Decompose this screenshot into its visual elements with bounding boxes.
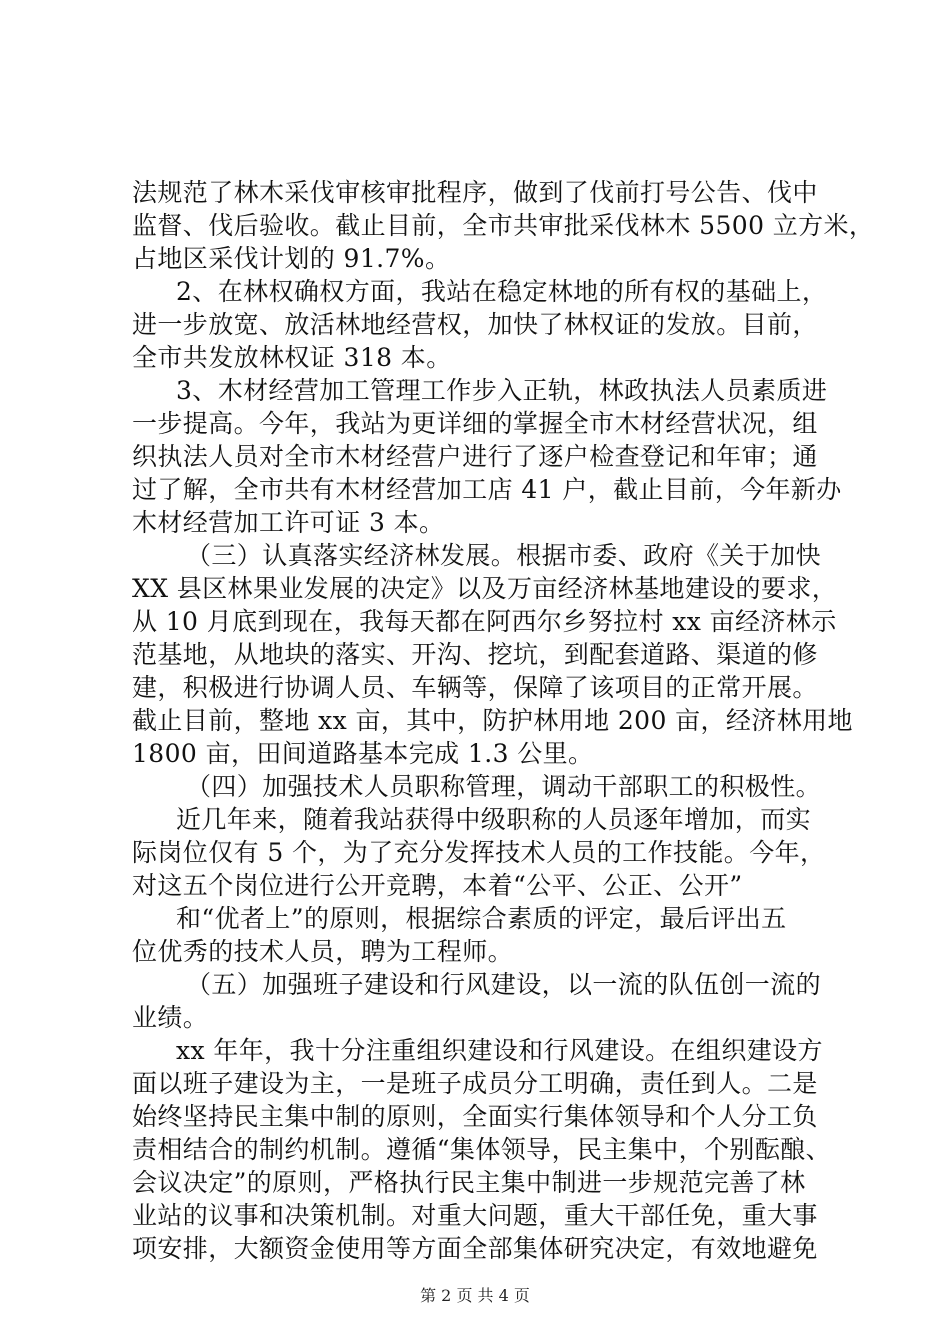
text-line: XX 县区林果业发展的决定》以及万亩经济林基地建设的要求， <box>132 574 838 603</box>
text-line: 全市共发放林权证 318 本。 <box>132 343 452 372</box>
text-line: 监督、伐后验收。截止目前，全市共审批采伐林木 5500 立方米， <box>132 211 875 240</box>
text-line: 从 10 月底到现在，我每天都在阿西尔乡努拉村 xx 亩经济林示 <box>132 607 837 636</box>
text-line: 占地区采伐计划的 91.7%。 <box>132 244 451 273</box>
text-line: （三）认真落实经济林发展。根据市委、政府《关于加快 <box>186 541 822 570</box>
text-line: 责相结合的制约机制。遵循“集体领导，民主集中，个别酝酿、 <box>132 1135 831 1164</box>
text-line: 木材经营加工许可证 3 本。 <box>132 508 445 537</box>
text-line: 1800 亩，田间道路基本完成 1.3 公里。 <box>132 739 594 768</box>
text-line: 法规范了林木采伐审核审批程序，做到了伐前打号公告、伐中 <box>132 178 818 207</box>
text-line: xx 年年，我十分注重组织建设和行风建设。在组织建设方 <box>176 1036 823 1065</box>
text-line: （四）加强技术人员职称管理，调动干部职工的积极性。 <box>186 772 822 801</box>
text-line: 始终坚持民主集中制的原则，全面实行集体领导和个人分工负 <box>132 1102 818 1131</box>
text-line: 建，积极进行协调人员、车辆等，保障了该项目的正常开展。 <box>132 673 818 702</box>
text-line: 截止目前，整地 xx 亩，其中，防护林用地 200 亩，经济林用地 <box>132 706 853 735</box>
text-line: 业站的议事和决策机制。对重大问题，重大干部任免，重大事 <box>132 1201 818 1230</box>
text-line: 进一步放宽、放活林地经营权，加快了林权证的发放。目前， <box>132 310 818 339</box>
text-line: 际岗位仅有 5 个，为了充分发挥技术人员的工作技能。今年， <box>132 838 826 867</box>
page-footer: 第 2 页 共 4 页 <box>420 1286 530 1305</box>
text-line: （五）加强班子建设和行风建设，以一流的队伍创一流的 <box>186 970 822 999</box>
text-line: 项安排，大额资金使用等方面全部集体研究决定，有效地避免 <box>132 1234 818 1263</box>
text-line: 织执法人员对全市木材经营户进行了逐户检查登记和年审；通 <box>132 442 818 471</box>
text-line: 过了解，全市共有木材经营加工店 41 户，截止目前，今年新办 <box>132 475 842 504</box>
text-line: 对这五个岗位进行公开竞聘，本着“公平、公正、公开” <box>132 871 743 900</box>
text-line: 和“优者上”的原则，根据综合素质的评定，最后评出五 <box>176 904 787 933</box>
text-line: 面以班子建设为主，一是班子成员分工明确，责任到人。二是 <box>132 1069 818 1098</box>
text-line: 一步提高。今年，我站为更详细的掌握全市木材经营状况，组 <box>132 409 818 438</box>
text-line: 范基地，从地块的落实、开沟、挖坑，到配套道路、渠道的修 <box>132 640 818 669</box>
text-line: 3、木材经营加工管理工作步入正轨，林政执法人员素质进 <box>176 376 828 405</box>
text-line: 2、在林权确权方面，我站在稳定林地的所有权的基础上， <box>176 277 828 306</box>
text-line: 会议决定”的原则，严格执行民主集中制进一步规范完善了林 <box>132 1168 806 1197</box>
text-line: 位优秀的技术人员，聘为工程师。 <box>132 937 514 966</box>
text-line: 业绩。 <box>132 1003 209 1032</box>
text-line: 近几年来，随着我站获得中级职称的人员逐年增加，而实 <box>176 805 812 834</box>
